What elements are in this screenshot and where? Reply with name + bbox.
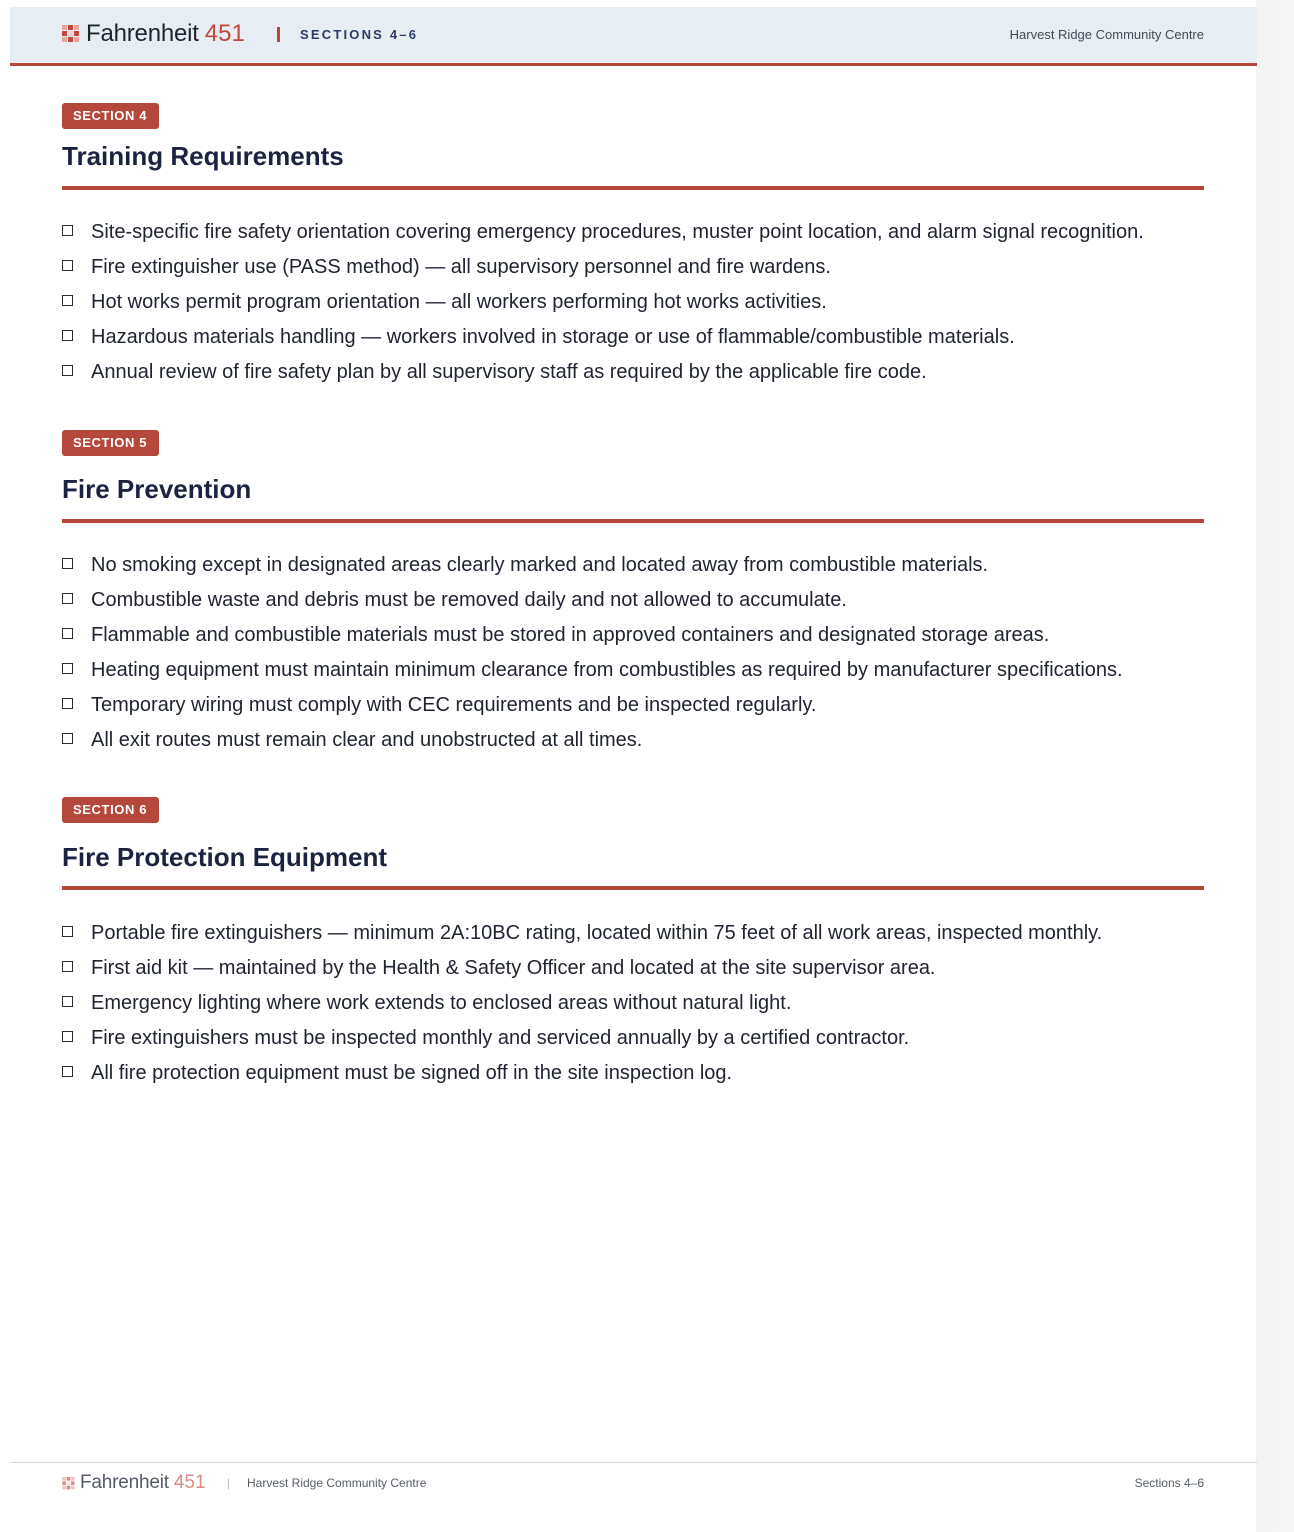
checkbox-icon [62,558,73,569]
footer-page-label: Sections 4–6 [1134,1476,1204,1490]
checkbox-icon [62,961,73,972]
item-text: All exit routes must remain clear and unobstructed at all times. [91,729,643,751]
item-text: No smoking except in designated areas clearly marked and located away from combustible materials. [91,554,989,576]
section-rule [62,886,1204,890]
footer-logo [62,1472,206,1494]
footer-rule [10,1462,1257,1463]
checkbox-icon [62,365,73,376]
checkbox-icon [62,260,73,271]
checkbox-icon [62,330,73,341]
item-text: Hazardous materials handling — workers involved in storage or use of flammable/combustible materials. [91,326,1015,348]
section-fire-protection-equipment [62,797,1204,1084]
checkbox-icon [62,926,73,937]
section-title: Training Requirements [62,141,344,171]
brand-name: Fahrenheit [80,1472,169,1493]
item-text: Portable fire extinguishers — minimum 2A:10BC rating, located within 75 feet of all work areas, inspected monthly. [91,922,1103,944]
checkbox-icon [62,996,73,1007]
checkbox-icon [62,1031,73,1042]
page-edge-shadow [1256,0,1294,1532]
item-text: All fire protection equipment must be signed off in the site inspection log. [91,1062,733,1084]
section-fire-prevention [62,430,1204,751]
section-title: Fire Prevention [62,474,252,504]
item-text: Emergency lighting where work extends to enclosed areas without natural light. [91,992,792,1014]
item-text: Heating equipment must maintain minimum clearance from combustibles as required by manufacturer specifications. [91,659,1123,681]
brand-name: Fahrenheit [86,20,199,47]
item-text: Combustible waste and debris must be removed daily and not allowed to accumulate. [91,589,847,611]
section-badge: SECTION 6 [62,797,159,823]
section-badge: SECTION 5 [62,430,159,456]
header-sections-label: SECTIONS 4–6 [300,27,419,42]
footer-site-name: Harvest Ridge Community Centre [247,1476,427,1490]
brand-number: 451 [173,1472,206,1493]
section-training [62,103,1204,383]
checkbox-icon [62,733,73,744]
header-logo [62,21,245,47]
item-text: Temporary wiring must comply with CEC requirements and be inspected regularly. [91,694,817,716]
brand-number: 451 [204,20,245,47]
page-header [10,7,1257,66]
header-divider [277,27,280,42]
item-text: Flammable and combustible materials must be stored in approved containers and designated storage areas. [91,624,1050,646]
checkbox-icon [62,593,73,604]
header-site-name: Harvest Ridge Community Centre [1009,27,1204,42]
checkbox-icon [62,295,73,306]
section-badge: SECTION 4 [62,103,159,129]
logo-grid-icon [62,1477,77,1490]
section-rule [62,519,1204,523]
item-text: Annual review of fire safety plan by all supervisory staff as required by the applicable fire code. [91,361,927,383]
item-text: Site-specific fire safety orientation covering emergency procedures, muster point location, and alarm signal recognition. [91,221,1144,243]
item-text: Fire extinguishers must be inspected monthly and serviced annually by a certified contractor. [91,1027,910,1049]
footer-separator: | [227,1476,231,1490]
item-text: Fire extinguisher use (PASS method) — all supervisory personnel and fire wardens. [91,256,831,278]
section-title: Fire Protection Equipment [62,842,388,872]
logo-grid-icon [62,25,82,43]
section-rule [62,186,1204,190]
checkbox-icon [62,698,73,709]
item-text: Hot works permit program orientation — all workers performing hot works activities. [91,291,827,313]
checkbox-icon [62,663,73,674]
checkbox-icon [62,225,73,236]
item-text: First aid kit — maintained by the Health & Safety Officer and located at the site supervisor area. [91,957,936,979]
checkbox-icon [62,628,73,639]
checkbox-icon [62,1066,73,1077]
